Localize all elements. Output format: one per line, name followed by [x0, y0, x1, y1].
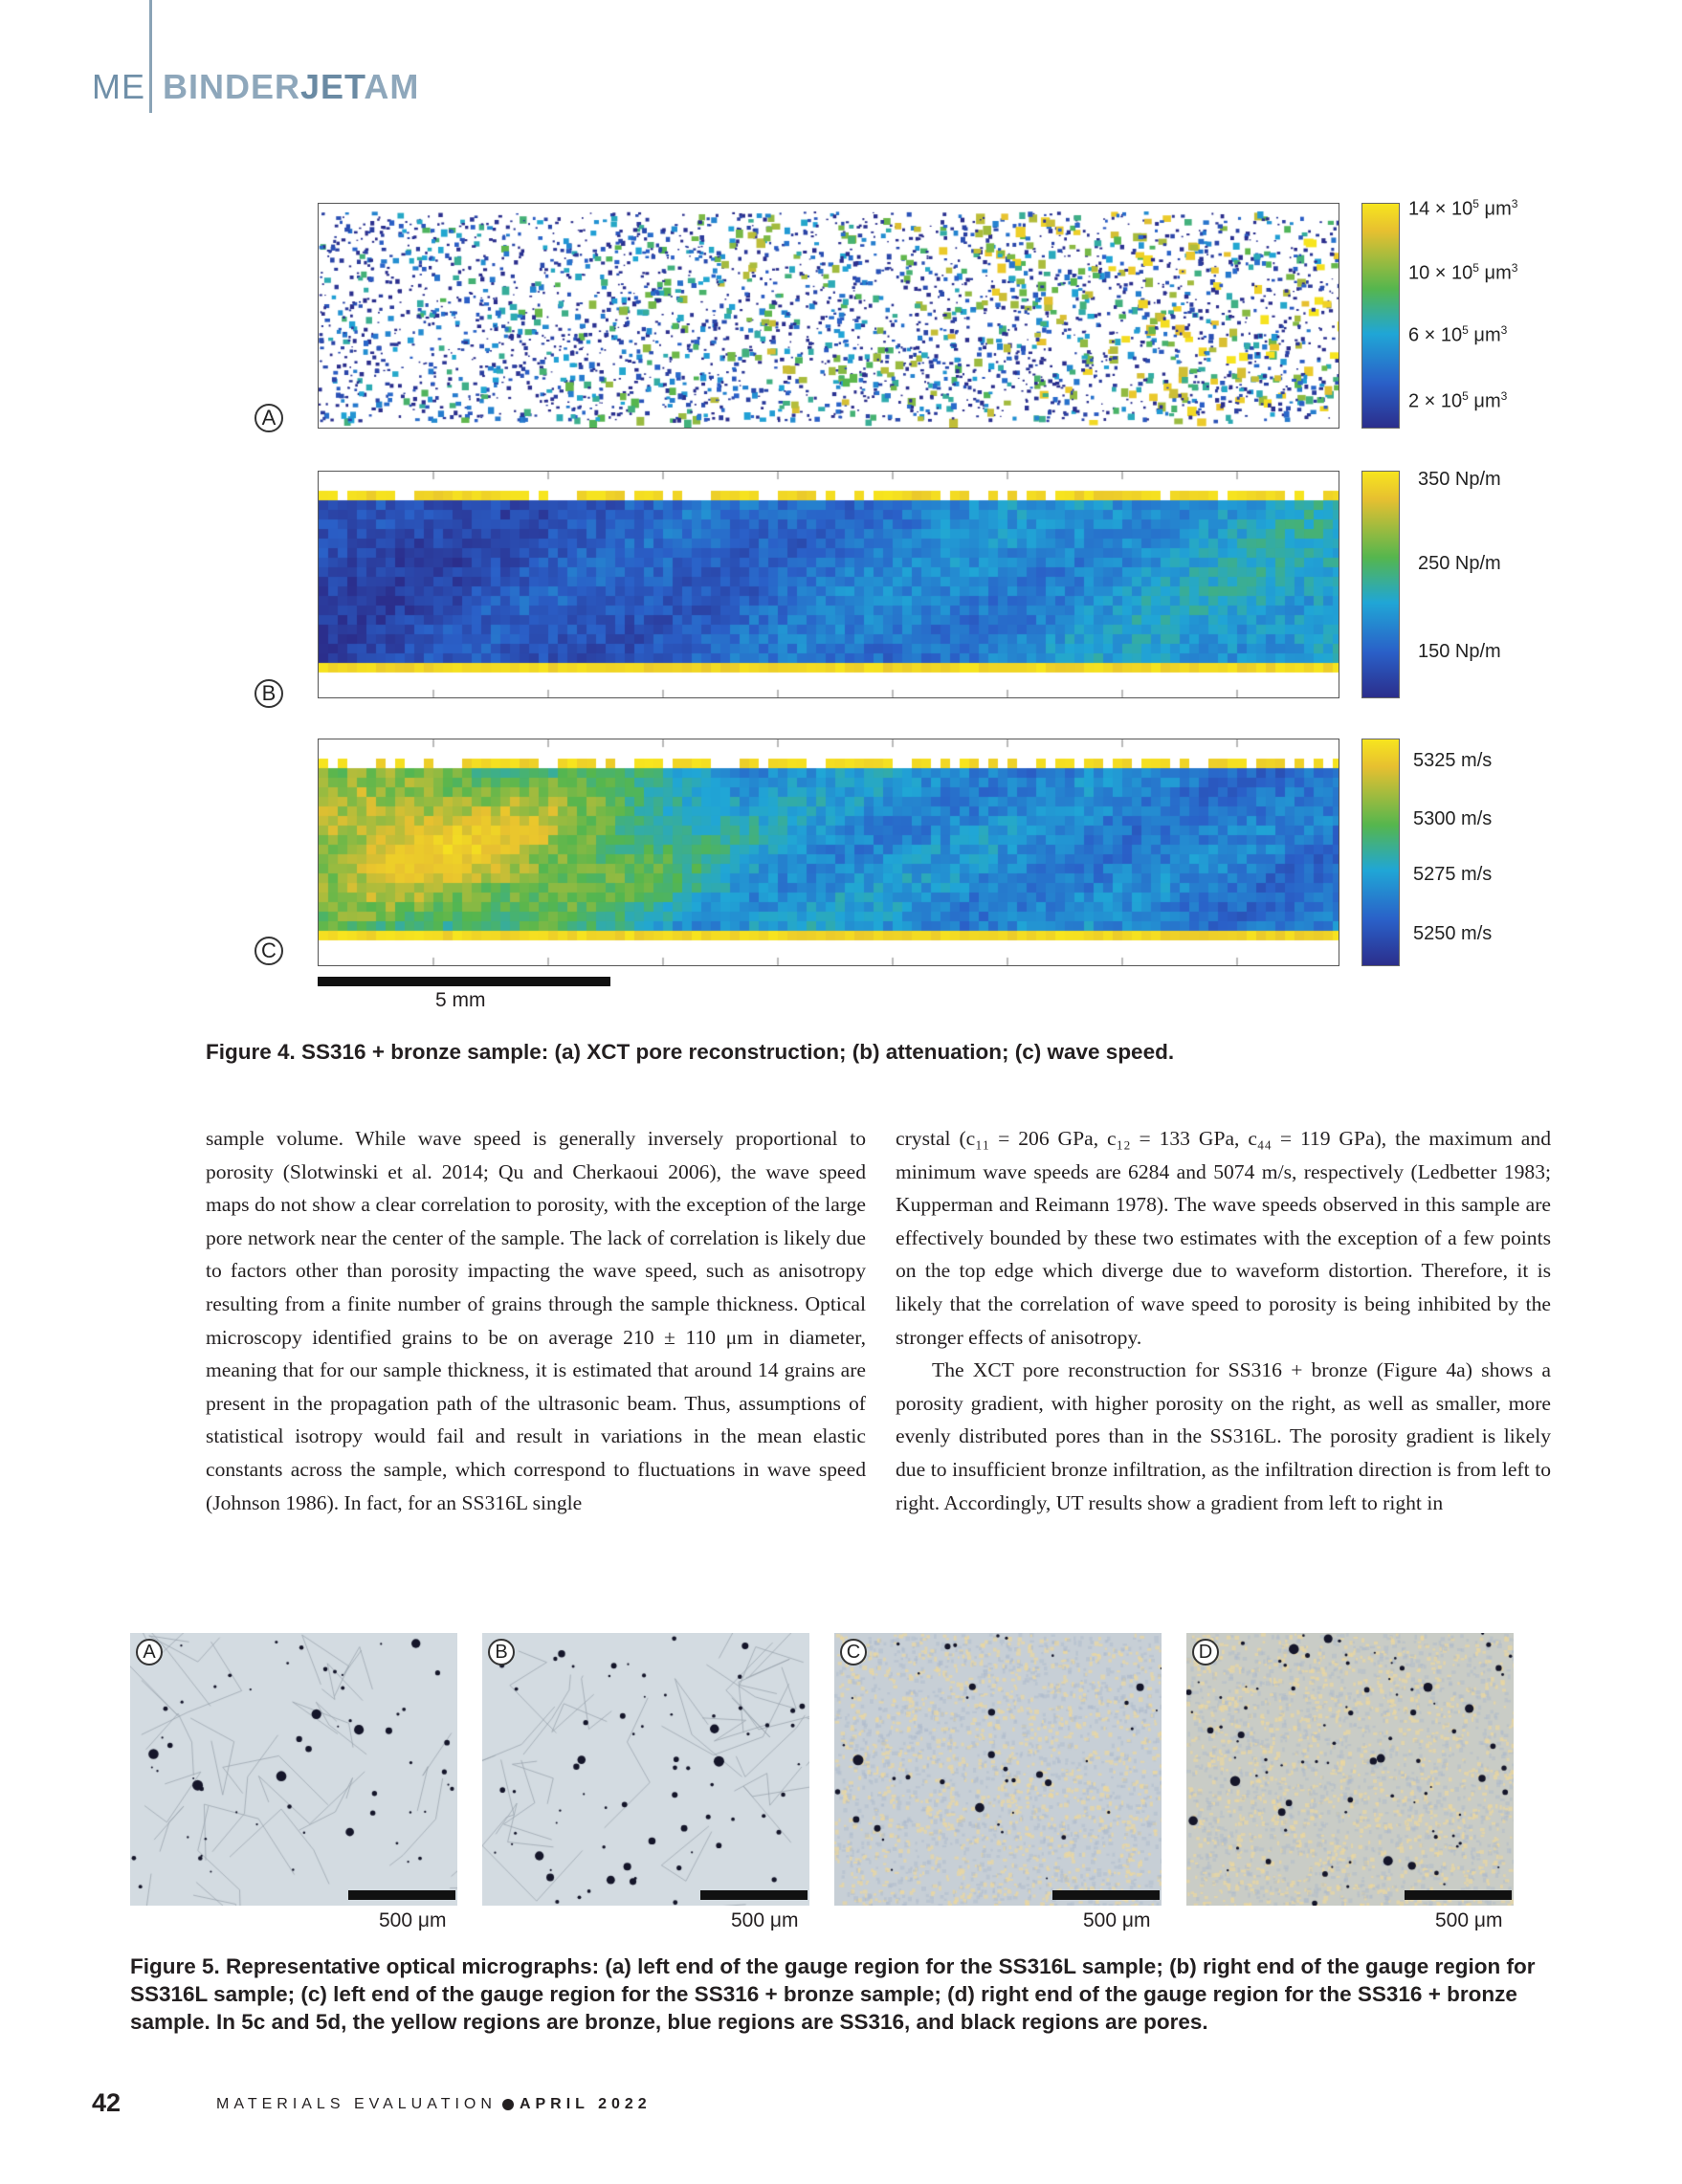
figure4-scale-bar	[318, 977, 610, 986]
colorbar-c-tick: 5325 m/s	[1413, 750, 1493, 771]
figure5-micrograph-a	[130, 1633, 457, 1906]
figure5-micrograph-b	[482, 1633, 809, 1906]
colorbar-b-tick: 250 Np/m	[1418, 553, 1501, 574]
colorbar-a-tick: $2 \times 10^5$ $\mu m^3$	[1408, 389, 1508, 412]
body-left-column	[206, 1122, 866, 1519]
body-paragraph: The XCT pore reconstruction for SS316 + bronze (Figure 4a) shows a porosity gradient, with higher porosity on the right, as well as smaller, more evenly distributed pores than in the SS316L. The porosity gradient is likely due to insufficient bronze infiltration, as the infiltration direction is from left to right. Accordingly, UT results show a gradient from left to right in	[896, 1358, 1551, 1514]
figure5-scale-bar	[700, 1890, 808, 1900]
figure4-caption-text: (a) XCT pore reconstruction; (b) attenuation; (c) wave speed.	[548, 1040, 1175, 1064]
body-paragraph: sample volume. While wave speed is generally inversely proportional to porosity (Slotwinski et al. 2014; Qu and Cherkaoui 2006), the wave speed maps do not show a clear correlation to porosity, with the exception of the large pore network near the center of the sample. The lack of correlation is likely due to factors other than porosity impacting the wave speed, such as anisotropy resulting from a finite number of grains through the sample thickness. Optical microscopy identified grains to be on average 210 ± 110 μm in diameter, meaning that for our sample thickness, it is estimated that around 14 grains are present in the propagation path of the ultrasonic beam. Thus, assumptions of statistical isotropy would fail and result in variations in the mean elastic constants across the sample, which correspond to fluctuations in wave speed (Johnson 1986). In fact, for an SS316L single	[206, 1127, 866, 1514]
figure4-label-c: C	[255, 937, 283, 965]
body-right-column	[896, 1122, 1551, 1519]
colorbar-a-tick: $10 \times 10^5$ $\mu m^3$	[1408, 261, 1518, 284]
figure4-caption	[206, 1040, 1545, 1065]
figure5-scale-bar	[1052, 1890, 1160, 1900]
figure5-label-c: C	[840, 1639, 867, 1666]
figure4-label-b: B	[255, 679, 283, 708]
header-section-title	[163, 67, 419, 107]
header-section-part2: JET	[300, 67, 365, 106]
figure5-scale-label-d: 500 μm	[1435, 1909, 1503, 1931]
figure5-caption: Figure 5. Representative optical micrographs: (a) left end of the gauge region for the SS316L sample; (b) right end of the gauge region for SS316L sample; (c) left end of the gauge region for the SS316 + bronze sample; (d) right end of the gauge region for the SS316 + bronze sample. In 5c and 5d, the yellow regions are bronze, blue regions are SS316, and black regions are pores.	[130, 1954, 1536, 2034]
figure5-label-a: A	[136, 1639, 163, 1666]
micrograph-image	[834, 1633, 1162, 1906]
figure5-micrograph-d	[1186, 1633, 1514, 1906]
figure5-micrograph-c	[834, 1633, 1162, 1906]
figure4-panel-c-wave-speed-map	[318, 739, 1339, 966]
figure5-label-b: B	[488, 1639, 515, 1666]
micrograph-image	[1186, 1633, 1514, 1906]
header-rule	[149, 0, 152, 113]
attenuation-map-image	[319, 472, 1339, 697]
figure4-colorbar-c	[1361, 739, 1400, 966]
figure4-label-a: A	[255, 404, 283, 432]
journal-issue: APRIL 2022	[519, 2096, 652, 2112]
colorbar-c-tick: 5275 m/s	[1413, 864, 1493, 885]
bullet-icon	[502, 2099, 514, 2110]
figure5-scale-label-b: 500 μm	[731, 1909, 799, 1931]
journal-name: MATERIALS EVALUATION	[216, 2096, 497, 2112]
figure4-panel-a-pore-map	[318, 203, 1339, 429]
colorbar-c-tick: 5300 m/s	[1413, 808, 1493, 829]
page-number: 42	[92, 2088, 122, 2117]
header-magazine-prefix: ME	[92, 67, 145, 106]
figure5-label-d: D	[1192, 1639, 1219, 1666]
footer-journal	[216, 2096, 652, 2113]
figure4-panel-b-attenuation-map	[318, 471, 1339, 698]
figure5-scale-label-a: 500 μm	[379, 1909, 447, 1931]
figure5-scale-bar	[348, 1890, 455, 1900]
figure4-scale-bar-label: 5 mm	[435, 989, 486, 1011]
figure4-colorbar-a	[1361, 203, 1400, 429]
figure5-scale-label-c: 500 μm	[1083, 1909, 1151, 1931]
colorbar-b-tick: 350 Np/m	[1418, 469, 1501, 490]
colorbar-a-tick: $6 \times 10^5$ $\mu m^3$	[1408, 323, 1508, 346]
micrograph-image	[130, 1633, 457, 1906]
wave-speed-map-image	[319, 739, 1339, 965]
figure4-caption-title: Figure 4. SS316 + bronze sample:	[206, 1040, 549, 1064]
colorbar-b-tick: 150 Np/m	[1418, 641, 1501, 662]
colorbar-a-tick: $14 \times 10^5$ $\mu m^3$	[1408, 197, 1518, 220]
colorbar-c-tick: 5250 m/s	[1413, 923, 1493, 944]
figure5-scale-bar	[1405, 1890, 1512, 1900]
micrograph-image	[482, 1633, 809, 1906]
header-section-part3: AM	[364, 67, 420, 106]
figure4-colorbar-b	[1361, 471, 1400, 698]
header-section-part1: BINDER	[163, 67, 301, 106]
body-paragraph: crystal (c₁₁ = 206 GPa, c₁₂ = 133 GPa, c₄₄ = 119 GPa), the maximum and minimum wave speeds are 6284 and 5074 m/s, respectively (Ledbetter 1983; Kupperman and Reimann 1978). The wave speeds observed in this sample are effectively bounded by these two estimates with the exception of a few points on the top edge which diverge due to waveform distortion. Therefore, it is likely that the correlation of wave speed to porosity is being inhibited by the stronger effects of anisotropy.	[896, 1127, 1551, 1349]
pore-reconstruction-image	[319, 204, 1339, 428]
